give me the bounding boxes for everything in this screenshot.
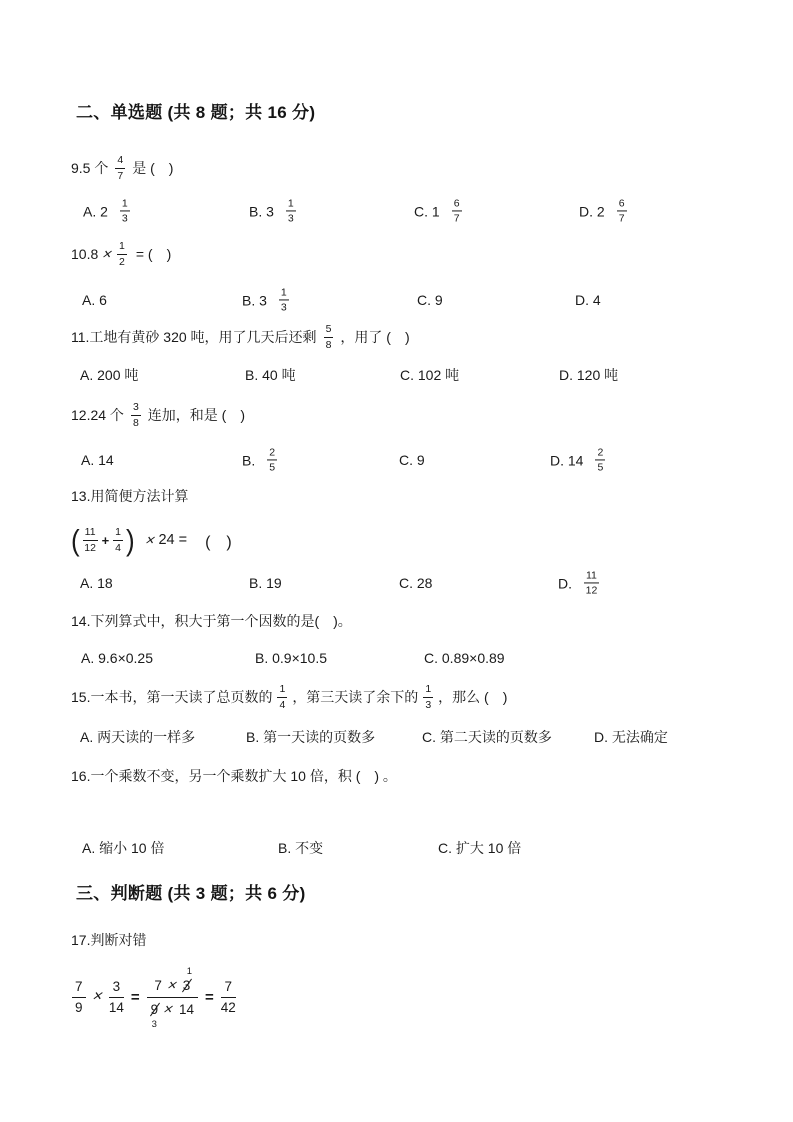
fraction-numerator: 1 [279, 286, 289, 300]
fraction-denominator: 7 [618, 212, 625, 225]
fraction-denominator: 7 [117, 169, 124, 182]
fraction-denominator: 12 [585, 584, 598, 597]
fraction-denominator: 3 [280, 301, 287, 314]
section-3-title: 三、判断题 (共 3 题；共 6 分) [76, 884, 306, 903]
option-fraction [120, 197, 130, 224]
question-13-text: 13.用简便方法计算 [71, 488, 189, 504]
multiply-sign: × [142, 531, 158, 549]
numerator-term: 7 [154, 977, 162, 993]
q10-fraction [117, 240, 127, 267]
q13-option-a [80, 575, 113, 591]
multiply-sign: × [89, 988, 106, 1005]
multiply-sign: × [100, 245, 116, 263]
question-10-blank: = ( ) [135, 246, 172, 262]
question-16 [71, 766, 397, 786]
q13-option-c [399, 575, 432, 591]
option-fraction [617, 197, 627, 224]
q13-option-d [558, 569, 599, 596]
multiply-sign: × [164, 976, 180, 994]
q13-formula [72, 518, 232, 562]
q14-option-a [81, 650, 153, 666]
cancelled-digit [182, 965, 192, 993]
q9-options [0, 192, 793, 230]
q11-option-c [400, 365, 459, 385]
q10-option-b [242, 286, 289, 313]
option-fraction [595, 446, 605, 473]
q16-options [0, 838, 793, 858]
option-label: B. 第一天读的页数多 [246, 729, 376, 745]
question-14 [71, 611, 352, 631]
formula-fraction [113, 526, 123, 553]
fraction-numerator: 3 [131, 401, 141, 415]
fraction-numerator: 1 [277, 683, 287, 697]
fraction-denominator: 3 [425, 698, 432, 711]
formula-fraction-3-14 [109, 979, 124, 1015]
q16-option-c [438, 838, 521, 858]
option-label: A. 2 [83, 203, 108, 219]
option-label: A. 14 [81, 452, 114, 468]
q11-fraction [324, 323, 334, 350]
equals-sign: = [204, 988, 214, 1006]
big-fraction-denominator [147, 998, 198, 1030]
option-label: C. 扩大 10 倍 [438, 840, 522, 856]
q15-option-b [246, 727, 375, 747]
question-17-text: 17.判断对错 [71, 932, 147, 948]
q15-options [0, 727, 793, 747]
option-label: A. 缩小 10 倍 [82, 840, 165, 856]
fraction-denominator: 4 [279, 698, 286, 711]
q17-formula [72, 957, 236, 1037]
fraction-denominator: 3 [287, 212, 294, 225]
option-label: A. 6 [82, 292, 107, 308]
option-fraction [286, 197, 296, 224]
fraction-numerator: 3 [109, 979, 124, 998]
question-11-blank: ，用了 ( ) [340, 329, 410, 345]
formula-text: 24 = [158, 532, 188, 548]
cancelled-value: 3 [182, 977, 191, 993]
q11-options [0, 365, 793, 385]
q12-option-d [550, 446, 605, 473]
fraction-numerator: 6 [617, 197, 627, 211]
option-label: D. 4 [575, 292, 601, 308]
question-12-blank: 连加，和是 ( ) [147, 407, 245, 423]
big-fraction-with-cancellation [147, 965, 198, 1030]
option-label: D. [558, 575, 572, 591]
option-fraction [279, 286, 289, 313]
question-9 [71, 150, 173, 186]
question-9-blank: 是 ( ) [132, 160, 174, 176]
option-fraction [267, 446, 277, 473]
option-label: A. 200 吨 [80, 367, 139, 383]
question-10-text: 10.8 [71, 246, 99, 262]
q13-option-b [249, 575, 282, 591]
q15-option-d [594, 727, 668, 747]
denominator-term: 14 [178, 1001, 194, 1017]
option-label: D. 2 [579, 203, 605, 219]
fraction-numerator: 1 [286, 197, 296, 211]
q16-option-b [278, 838, 323, 858]
fraction-numerator: 7 [221, 979, 236, 998]
fraction-denominator: 5 [269, 461, 276, 474]
cancellation-note: 3 [151, 1019, 157, 1030]
answer-blank: ( ) [205, 533, 232, 551]
option-fraction [452, 197, 462, 224]
fraction-numerator: 6 [452, 197, 462, 211]
q13-options [0, 564, 793, 602]
fraction-numerator: 2 [267, 446, 277, 460]
question-12-text: 12.24 个 [71, 407, 124, 423]
q14-option-c [424, 650, 505, 666]
fraction-numerator: 1 [117, 240, 127, 254]
q12-option-c [399, 452, 425, 468]
option-label: D. 120 吨 [559, 367, 619, 383]
fraction-denominator: 8 [325, 338, 332, 351]
option-fraction [584, 569, 599, 596]
equals-sign: = [130, 988, 140, 1006]
option-label: A. 18 [80, 575, 113, 591]
cancelled-digit [150, 1001, 159, 1030]
question-17 [71, 930, 146, 950]
option-label: B. 不变 [278, 840, 324, 856]
q12-option-b [242, 446, 277, 473]
q10-option-d [575, 292, 601, 308]
fraction-denominator: 12 [84, 541, 96, 554]
q14-option-b [255, 650, 327, 666]
formula-fraction-7-42 [221, 979, 236, 1015]
question-10 [71, 236, 171, 272]
fraction-denominator: 8 [132, 416, 139, 429]
q15-fraction-1 [277, 683, 287, 710]
q14-options [0, 648, 793, 668]
fraction-numerator: 1 [423, 683, 433, 697]
question-11-text: 11.工地有黄砂 320 吨，用了几天后还剩 [71, 329, 317, 345]
option-label: B. 0.9×10.5 [255, 650, 328, 666]
right-paren: ) [126, 522, 135, 558]
option-label: A. 9.6×0.25 [81, 650, 154, 666]
fraction-numerator: 1 [120, 197, 130, 211]
question-13 [71, 486, 188, 506]
fraction-numerator: 4 [115, 154, 125, 168]
fraction-denominator: 7 [453, 212, 460, 225]
option-label: D. 14 [550, 452, 584, 468]
fraction-denominator: 3 [121, 212, 128, 225]
q12-fraction [131, 401, 141, 428]
option-label: B. [242, 452, 256, 468]
fraction-denominator: 5 [597, 461, 604, 474]
question-12 [71, 397, 245, 433]
q15-option-a [80, 727, 195, 747]
plus-sign: + [101, 532, 110, 548]
option-label: B. 3 [242, 292, 267, 308]
formula-fraction [83, 526, 98, 553]
q10-option-c [417, 292, 443, 308]
option-label: B. 3 [249, 203, 274, 219]
option-label: C. 9 [417, 292, 443, 308]
cancelled-value: 9 [150, 1001, 159, 1017]
question-15-blank: ，那么 ( ) [438, 689, 508, 705]
q11-option-a [80, 365, 138, 385]
q9-option-b [249, 197, 296, 224]
multiply-sign: × [161, 1000, 177, 1018]
option-label: C. 第二天读的页数多 [422, 729, 552, 745]
q11-option-b [245, 365, 296, 385]
fraction-numerator: 7 [72, 979, 86, 998]
section-2-title: 二、单选题 (共 8 题；共 16 分) [76, 103, 316, 122]
question-9-text: 9.5 个 [71, 160, 109, 176]
fraction-numerator: 1 [113, 526, 123, 540]
question-15-text-2: ，第三天读了余下的 [292, 689, 419, 705]
fraction-denominator: 9 [75, 999, 83, 1015]
fraction-denominator: 14 [108, 999, 124, 1015]
fraction-numerator: 11 [83, 526, 98, 540]
fraction-numerator: 5 [324, 323, 334, 337]
fraction-numerator: 11 [584, 569, 599, 583]
q15-fraction-2 [423, 683, 433, 710]
option-label: B. 19 [249, 575, 282, 591]
q9-option-c [414, 197, 462, 224]
cancellation-note: 1 [186, 965, 192, 977]
q12-option-a [81, 452, 114, 468]
q9-fraction [115, 154, 125, 181]
left-paren: ( [71, 522, 80, 558]
q16-option-a [82, 838, 164, 858]
q11-option-d [559, 365, 618, 385]
q10-options [0, 281, 793, 319]
option-label: C. 0.89×0.89 [424, 650, 505, 666]
formula-fraction-7-9 [72, 979, 86, 1015]
option-label: C. 28 [399, 575, 433, 591]
option-label: C. 102 吨 [400, 367, 460, 383]
question-11 [71, 319, 410, 355]
q15-option-c [422, 727, 552, 747]
fraction-denominator: 4 [115, 541, 122, 554]
option-label: C. 1 [414, 203, 440, 219]
question-15 [71, 679, 507, 715]
option-label: A. 两天读的一样多 [80, 729, 196, 745]
fraction-denominator: 2 [119, 255, 125, 268]
q9-option-d [579, 197, 627, 224]
option-label: D. 无法确定 [594, 729, 668, 745]
fraction-denominator: 42 [220, 999, 236, 1015]
q10-option-a [82, 292, 107, 308]
fraction-numerator: 2 [595, 446, 605, 460]
option-label: C. 9 [399, 452, 425, 468]
q12-options [0, 441, 793, 479]
q9-option-a [83, 197, 130, 224]
question-15-text: 15.一本书，第一天读了总页数的 [71, 689, 273, 705]
big-fraction-numerator [147, 965, 198, 998]
option-label: B. 40 吨 [245, 367, 296, 383]
question-14-text: 14.下列算式中，积大于第一个因数的是( )。 [71, 613, 352, 629]
question-16-text: 16.一个乘数不变，另一个乘数扩大 10 倍，积 ( ) 。 [71, 768, 397, 784]
